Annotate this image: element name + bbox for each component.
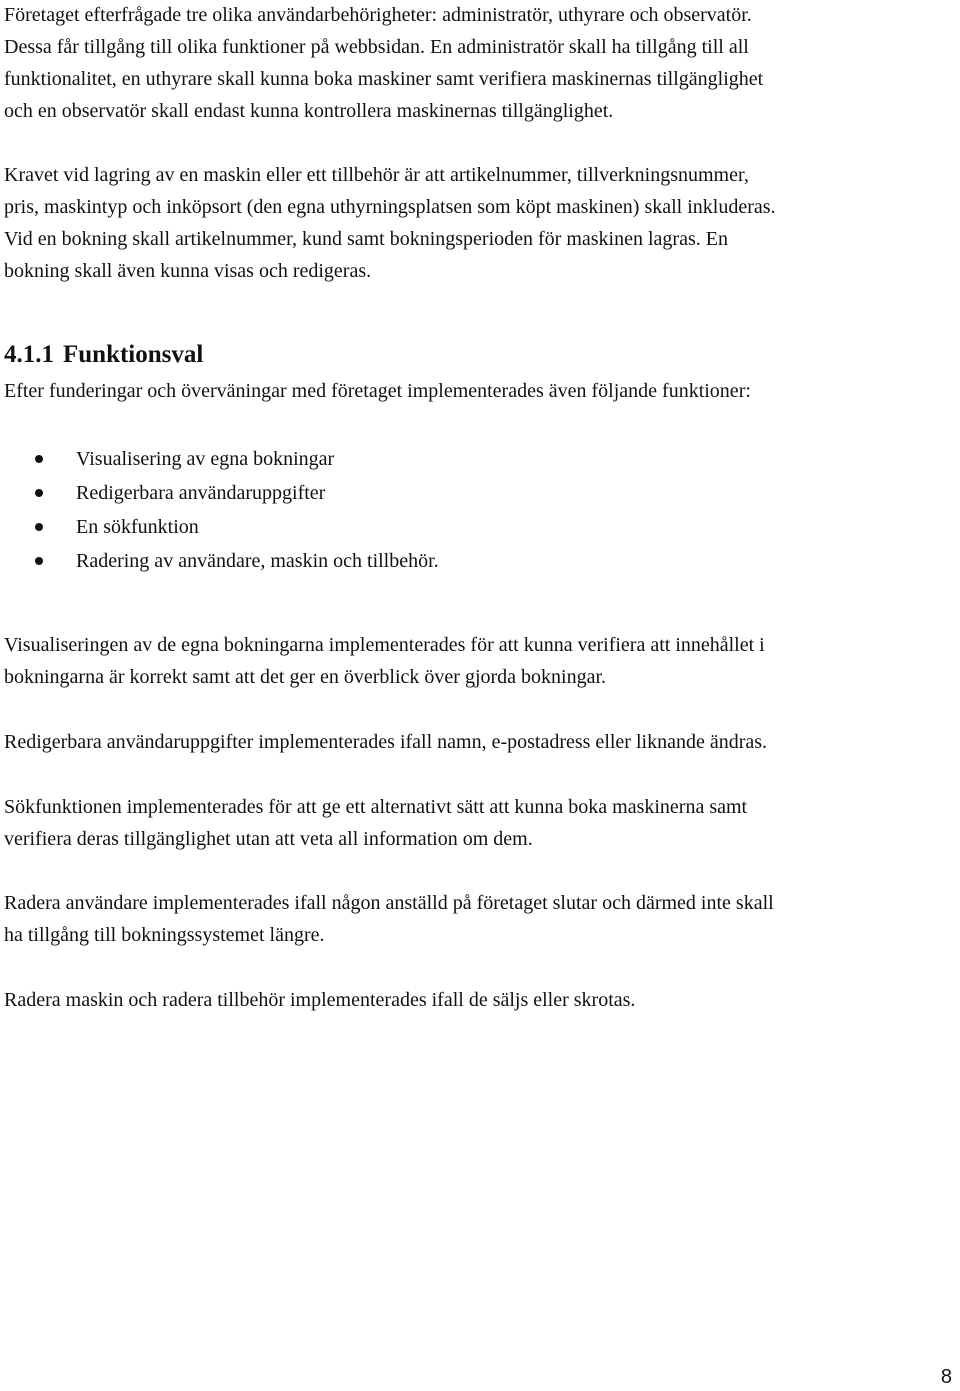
bullet-list <box>4 442 439 578</box>
paragraph-storage-requirements <box>4 159 776 287</box>
list-item <box>4 544 439 578</box>
text-line: funktionalitet, en uthyrare skall kunna boka maskiner samt verifiera maskinernas tillgänglighet <box>4 68 764 90</box>
text-line: Vid en bokning skall artikelnummer, kund samt bokningsperioden för maskinen lagras. En <box>4 228 728 250</box>
text-line: Sökfunktionen implementerades för att ge ett alternativt sätt att kunna boka maskinerna samt <box>4 796 748 818</box>
bullet-icon <box>35 455 43 463</box>
paragraph-delete-machine <box>4 984 635 1016</box>
text-line: Kravet vid lagring av en maskin eller ett tillbehör är att artikelnummer, tillverkningsnummer, <box>4 164 749 186</box>
text-line: bokningarna är korrekt samt att det ger en överblick över gjorda bokningar. <box>4 666 607 688</box>
text-line: pris, maskintyp och inköpsort (den egna uthyrningsplatsen som köpt maskinen) skall inkluderas. <box>4 196 776 218</box>
paragraph-visualization <box>4 629 765 693</box>
list-item-text: En sökfunktion <box>76 516 199 538</box>
page-number: 8 <box>940 1366 952 1388</box>
section-number: 4.1.1 <box>4 341 54 368</box>
list-item-text: Redigerbara användaruppgifter <box>76 482 326 504</box>
text-line: verifiera deras tillgänglighet utan att veta all information om dem. <box>4 828 533 850</box>
paragraph-search-function <box>4 791 747 855</box>
text-line: Radera maskin och radera tillbehör implementerades ifall de säljs eller skrotas. <box>4 989 636 1011</box>
section-title: Funktionsval <box>63 341 204 368</box>
text-line: Redigerbara användaruppgifter implementerades ifall namn, e-postadress eller liknande ändras. <box>4 731 768 753</box>
text-line: bokning skall även kunna visas och redigeras. <box>4 260 372 282</box>
list-item-text: Radering av användare, maskin och tillbehör. <box>76 550 439 572</box>
paragraph-editable-user-data <box>4 726 767 758</box>
paragraph-user-permissions <box>4 0 763 127</box>
paragraph-functions-intro <box>4 375 751 407</box>
list-item <box>4 510 439 544</box>
list-item-text: Visualisering av egna bokningar <box>76 448 335 470</box>
text-line: Företaget efterfrågade tre olika användarbehörigheter: administratör, uthyrare och observatör. <box>4 4 752 26</box>
section-heading <box>4 338 203 372</box>
text-line: Radera användare implementerades ifall någon anställd på företaget slutar och därmed inte skall <box>4 892 774 914</box>
list-item <box>4 476 439 510</box>
text-line: Efter funderingar och överväningar med företaget implementerades även följande funktioner: <box>4 380 751 402</box>
paragraph-delete-user <box>4 887 774 951</box>
text-line: och en observatör skall endast kunna kontrollera maskinernas tillgänglighet. <box>4 100 614 122</box>
text-line: Dessa får tillgång till olika funktioner på webbsidan. En administratör skall ha tillgång till all <box>4 36 749 58</box>
text-line: ha tillgång till bokningssystemet längre. <box>4 924 325 946</box>
text-line: Visualiseringen av de egna bokningarna implementerades för att kunna verifiera att innehållet i <box>4 634 765 656</box>
bullet-icon <box>35 523 43 531</box>
bullet-icon <box>35 557 43 565</box>
list-item <box>4 442 439 476</box>
bullet-icon <box>35 489 43 497</box>
